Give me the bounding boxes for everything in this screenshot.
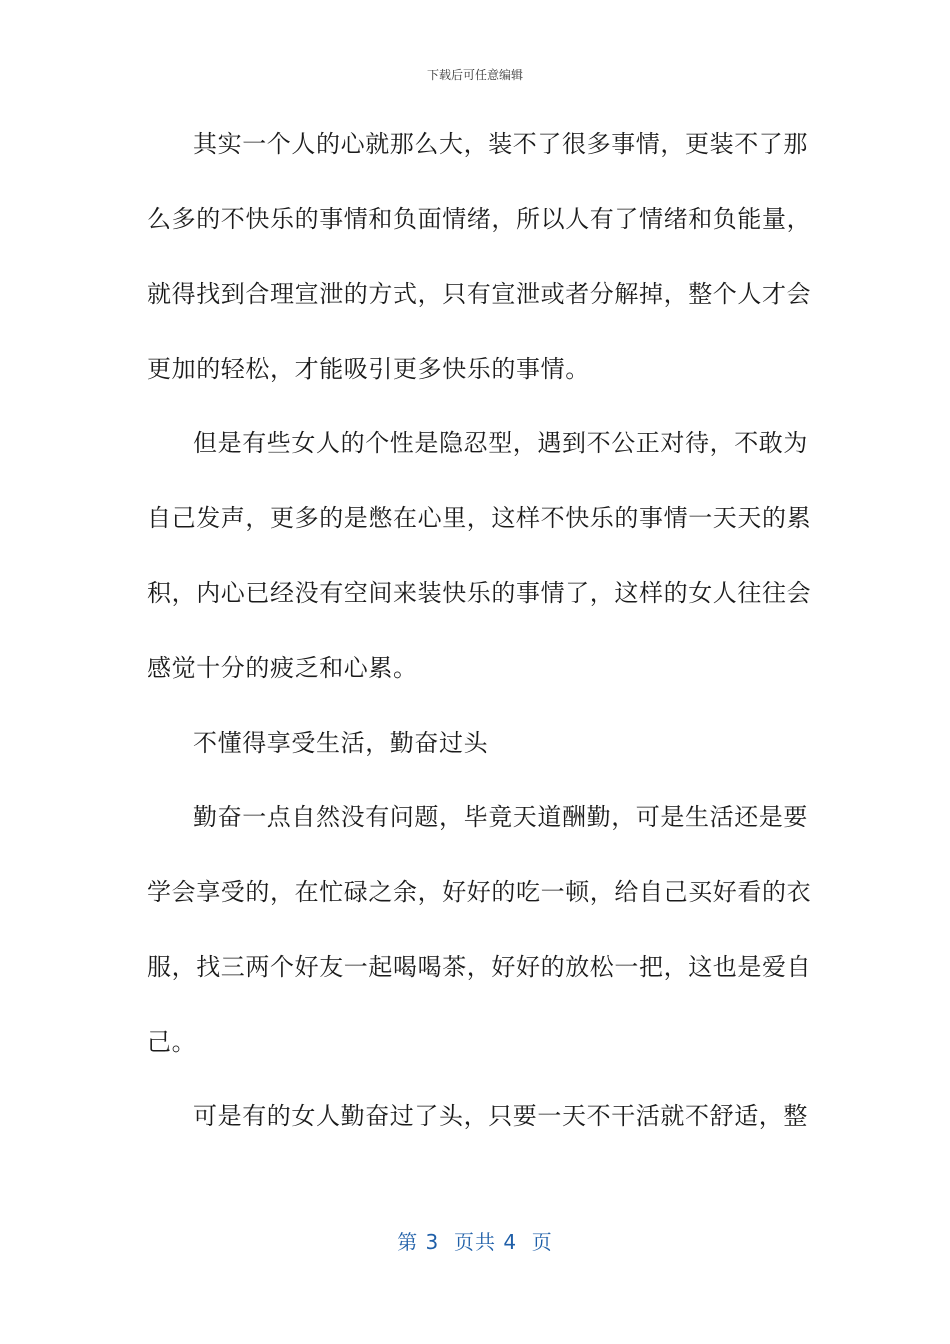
text-line-13: 己。 bbox=[147, 1028, 197, 1056]
text-line-4: 更加的轻松，才能吸引更多快乐的事情。 bbox=[147, 355, 590, 383]
text-line-8: 感觉十分的疲乏和心累。 bbox=[147, 654, 418, 682]
text-line-3: 就得找到合理宣泄的方式，只有宣泄或者分解掉，整个人才会 bbox=[147, 280, 812, 308]
text-line-12: 服，找三两个好友一起喝喝茶，好好的放松一把，这也是爱自 bbox=[147, 953, 812, 981]
text-line-7: 积，内心已经没有空间来装快乐的事情了，这样的女人往往会 bbox=[147, 579, 812, 607]
text-line-2: 么多的不快乐的事情和负面情绪，所以人有了情绪和负能量， bbox=[147, 205, 812, 233]
text-line-10: 勤奋一点自然没有问题，毕竟天道酬勤，可是生活还是要 bbox=[193, 803, 808, 831]
text-line-11: 学会享受的，在忙碌之余，好好的吃一顿，给自己买好看的衣 bbox=[147, 878, 812, 906]
page-header: 下载后可任意编辑 bbox=[426, 68, 523, 82]
text-line-14: 可是有的女人勤奋过了头，只要一天不干活就不舒适，整 bbox=[193, 1102, 808, 1130]
page-number: 第 3 页共 4 页 bbox=[397, 1230, 553, 1254]
page-footer bbox=[0, 1226, 950, 1255]
text-line-5: 但是有些女人的个性是隐忍型，遇到不公正对待，不敢为 bbox=[193, 429, 808, 457]
text-line-6: 自己发声，更多的是憋在心里，这样不快乐的事情一天天的累 bbox=[147, 504, 812, 532]
section-heading: 不懂得享受生活，勤奋过头 bbox=[193, 729, 489, 757]
text-line-1: 其实一个人的心就那么大，装不了很多事情，更装不了那 bbox=[193, 130, 808, 158]
